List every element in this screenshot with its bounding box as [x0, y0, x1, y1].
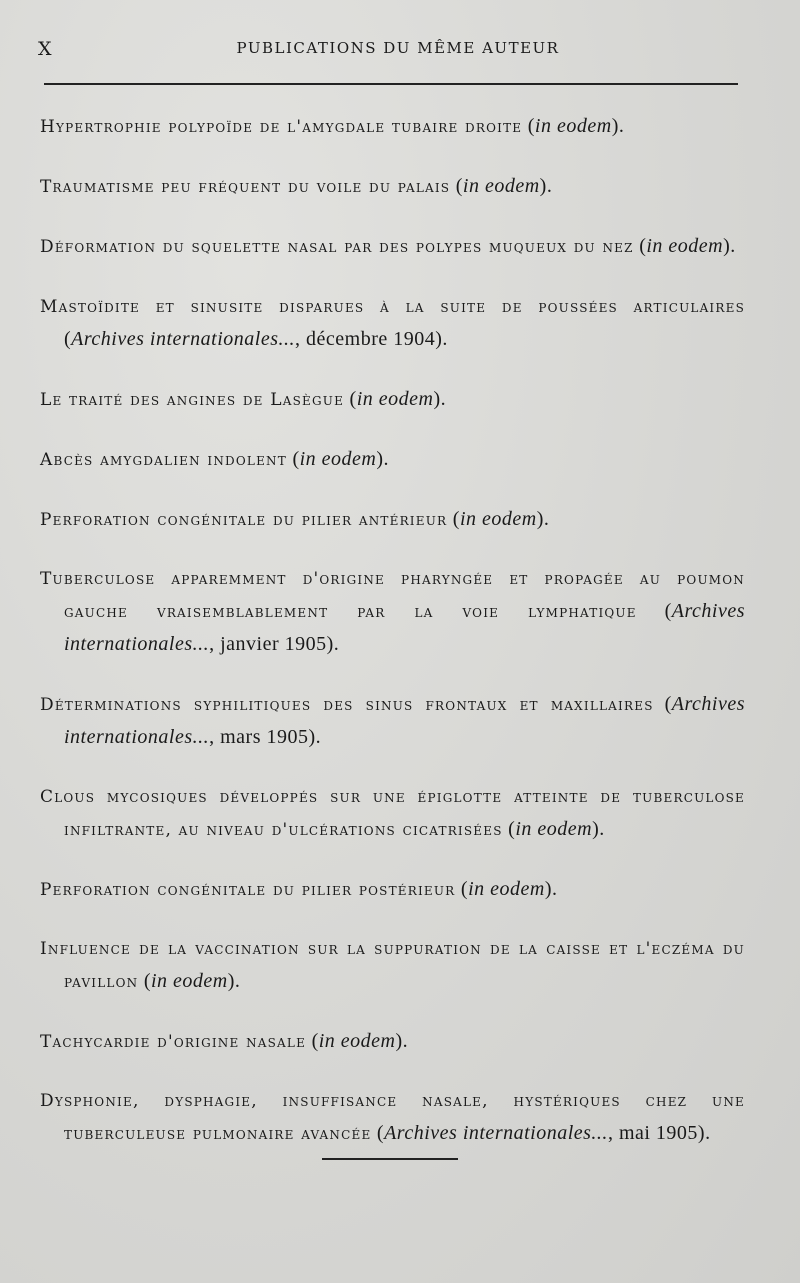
- entry-source: Archives internationales...: [71, 328, 296, 350]
- entry-title: Le traité des angines de Lasègue: [40, 390, 345, 410]
- entry-title: Traumatisme peu fréquent du voile du palais: [40, 177, 451, 197]
- entry-title: Perforation congénitale du pilier antérieur: [40, 510, 448, 530]
- entry-reference: (in eodem).: [344, 388, 447, 410]
- entry-reference: (in eodem).: [450, 175, 553, 197]
- publication-entry: [40, 110, 745, 143]
- closing-rule: [322, 1158, 458, 1160]
- entry-title: Déformation du squelette nasal par des polypes muqueux du nez: [40, 237, 634, 257]
- entry-title: Perforation congénitale du pilier postérieur: [40, 880, 456, 900]
- entry-reference: (Archives internationales..., mars 1905).: [64, 693, 745, 748]
- publication-entry: [40, 383, 745, 416]
- publication-entry: [40, 1025, 745, 1058]
- entry-source: in eodem: [515, 818, 593, 840]
- entry-title: Mastoïdite et sinusite disparues à la suite de poussées articulaires: [40, 297, 745, 317]
- entry-reference: (Archives internationales..., janvier 1905).: [64, 600, 745, 655]
- page-number: X: [38, 38, 53, 60]
- entry-source: Archives internationales...: [64, 693, 745, 748]
- entry-title: Tachycardie d'origine nasale: [40, 1032, 307, 1052]
- publication-entry: [40, 443, 745, 476]
- publication-entry: [40, 230, 745, 263]
- entry-source: in eodem: [468, 878, 545, 900]
- entry-source: in eodem: [646, 235, 724, 257]
- publication-entry: [40, 290, 745, 356]
- entry-reference: (in eodem).: [306, 1030, 409, 1052]
- publication-entry: [40, 781, 745, 846]
- entry-reference: (in eodem).: [502, 818, 605, 840]
- entry-reference: (in eodem).: [138, 970, 241, 992]
- entry-title: Clous mycosiques développés sur une épiglotte atteinte de tuberculose infiltrante, au niveau d'ulcérations cicatrisées: [40, 787, 745, 840]
- entry-reference: (in eodem).: [455, 878, 558, 900]
- publication-entry: [40, 503, 745, 536]
- publication-entry: [40, 563, 745, 661]
- entry-reference: (Archives internationales..., mai 1905).: [371, 1122, 711, 1144]
- entry-source: in eodem: [356, 388, 434, 410]
- page-header: [38, 38, 738, 68]
- publication-list: [40, 110, 745, 1177]
- publication-entry: [40, 688, 745, 754]
- publication-entry: [40, 933, 745, 998]
- entry-reference: (in eodem).: [286, 448, 390, 470]
- entry-source: in eodem: [299, 448, 377, 470]
- running-title: PUBLICATIONS DU MÊME AUTEUR: [236, 39, 560, 57]
- entry-reference: (in eodem).: [447, 508, 550, 530]
- entry-source: Archives internationales...: [64, 600, 745, 655]
- entry-source: in eodem: [459, 508, 537, 530]
- publication-entry: [40, 873, 745, 906]
- entry-source: in eodem: [151, 970, 228, 992]
- entry-reference: (in eodem).: [633, 235, 736, 257]
- entry-reference: (Archives internationales..., décembre 1904).: [64, 328, 448, 350]
- entry-source: in eodem: [534, 115, 612, 137]
- entry-reference: (in eodem).: [522, 115, 625, 137]
- entry-source: in eodem: [462, 175, 540, 197]
- entry-title: Influence de la vaccination sur la suppuration de la caisse et l'eczéma du pavillon: [40, 939, 745, 992]
- publication-entry: [40, 170, 745, 203]
- entry-title: Abcès amygdalien indolent: [40, 450, 287, 470]
- publication-entry: [40, 1085, 745, 1150]
- entry-title: Hypertrophie polypoïde de l'amygdale tubaire droite: [40, 117, 523, 137]
- header-rule: [44, 83, 738, 85]
- entry-source: in eodem: [318, 1030, 396, 1052]
- entry-title: Tuberculose apparemment d'origine pharyngée et propagée au poumon gauche vraisemblablement par la voie lymphatique: [40, 569, 745, 622]
- entry-title: Déterminations syphilitiques des sinus frontaux et maxillaires: [40, 695, 654, 715]
- entry-source: Archives internationales...: [384, 1122, 608, 1144]
- entry-title: Dysphonie, dysphagie, insuffisance nasale, hystériques chez une tuberculeuse pulmonaire avancée: [40, 1091, 745, 1144]
